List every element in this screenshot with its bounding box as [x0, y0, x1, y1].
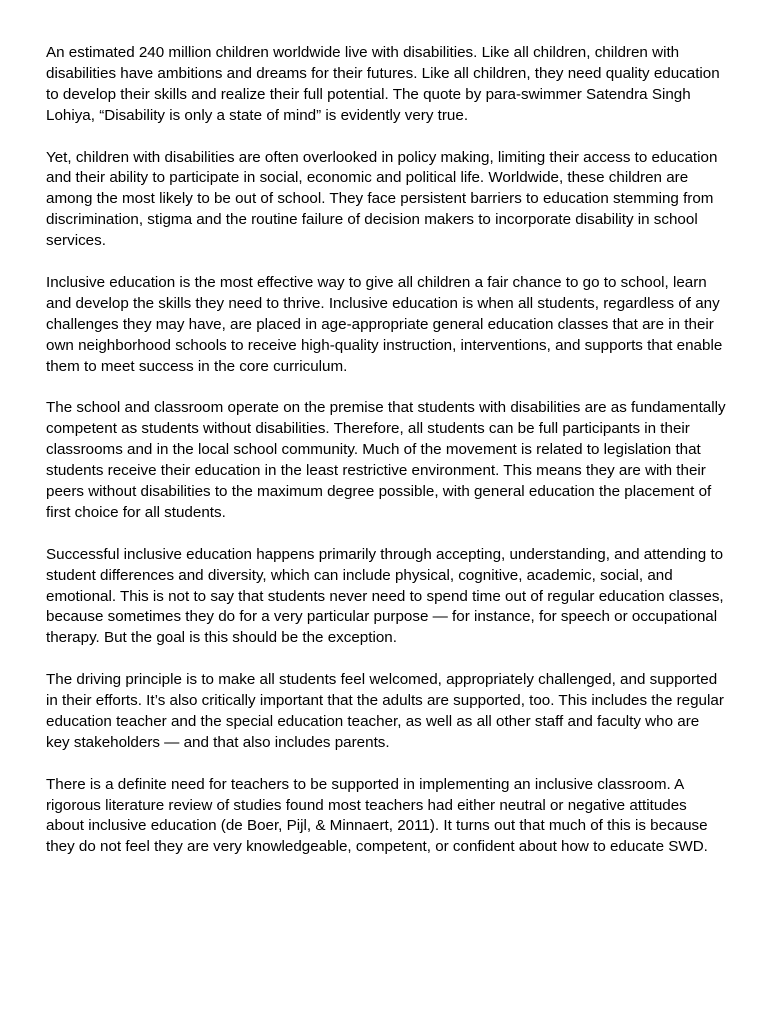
paragraph-4: The school and classroom operate on the premise that students with disabilities are as fundamentally competent as students without disabilities. Therefore, all students can be full participants in their classrooms and in the local school community. Much of the movement is related to legislation that students receive their education in the least restrictive environment. This means they are with their peers without disabilities to the maximum degree possible, with general education the placement of first choice for all students.	[46, 399, 726, 521]
paragraph-3: Inclusive education is the most effective way to give all children a fair chance to go to school, learn and develop the skills they need to thrive. Inclusive education is when all students, regardless of any challenges they may have, are placed in age-appropriate general education classes that are in their own neighborhood schools to receive high-quality instruction, interventions, and supports that enable them to meet success in the core curriculum.	[46, 273, 723, 375]
document-page	[46, 43, 726, 858]
paragraph-1: An estimated 240 million children worldwide live with disabilities. Like all children, children with disabilities have ambitions and dreams for their futures. Like all children, they need quality education to develop their skills and realize their full potential. The quote by para-swimmer Satendra Singh Lohiya, “Disability is only a state of mind” is evidently very true.	[46, 44, 720, 124]
paragraph-6: The driving principle is to make all students feel welcomed, appropriately challenged, and supported in their efforts. It’s also critically important that the adults are supported, too. This includes the regular education teacher and the special education teacher, as well as all other staff and faculty who are key stakeholders — and that also includes parents.	[46, 671, 724, 751]
paragraph-2: Yet, children with disabilities are often overlooked in policy making, limiting their access to education and their ability to participate in social, economic and political life. Worldwide, these children are among the most likely to be out of school. They face persistent barriers to education stemming from discrimination, stigma and the routine failure of decision makers to incorporate disability in school services.	[46, 148, 718, 250]
paragraph-7: There is a definite need for teachers to be supported in implementing an inclusive classroom. A rigorous literature review of studies found most teachers had either neutral or negative attitudes about inclusive education (de Boer, Pijl, & Minnaert, 2011). It turns out that much of this is because they do not feel they are very knowledgeable, competent, or confident about how to educate SWD.	[46, 775, 708, 856]
paragraph-5: Successful inclusive education happens primarily through accepting, understanding, and attending to student differences and diversity, which can include physical, cognitive, academic, social, and emotional. This is not to say that students never need to spend time out of regular education classes, because sometimes they do for a very particular purpose — for instance, for speech or occupational therapy. But the goal is this should be the exception.	[46, 545, 724, 647]
